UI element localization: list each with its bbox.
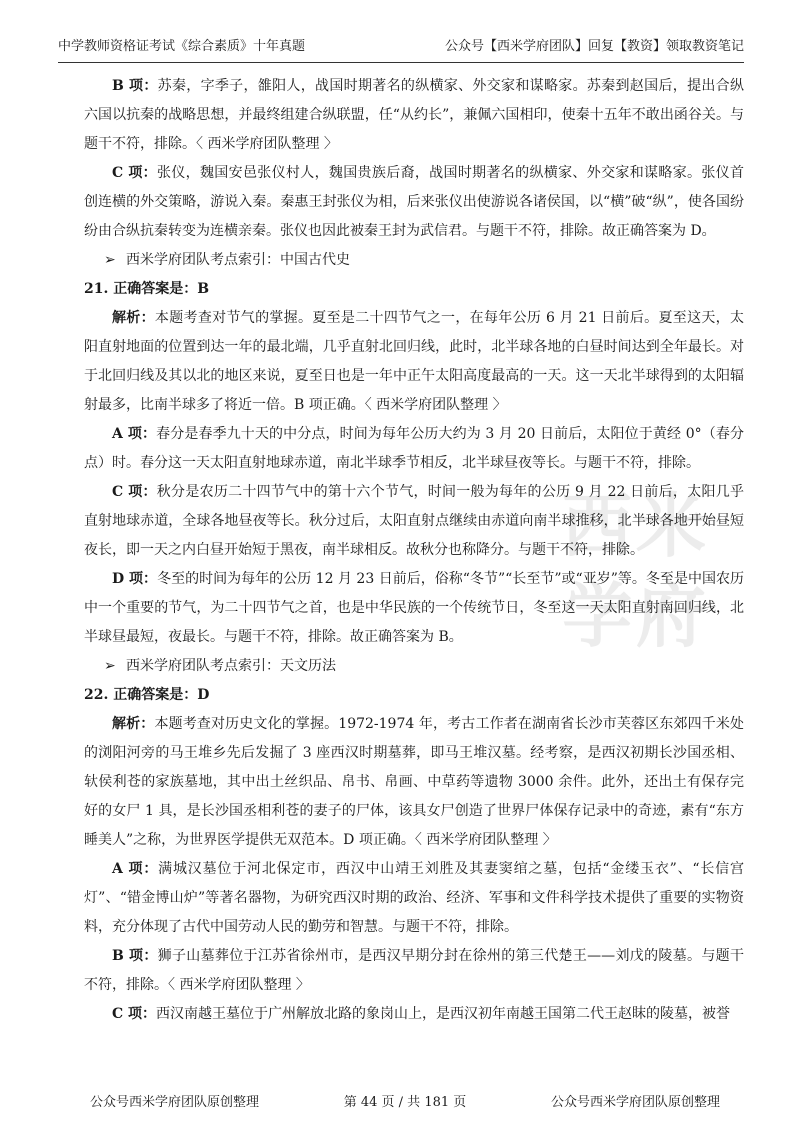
arrow-bullet-icon: ➢ [104,658,116,674]
q21-analysis [84,304,744,420]
option-label: C 项： [112,165,157,181]
option-text: 张仪，魏国安邑张仪村人，魏国贵族后裔，战国时期著名的纵横家、外交家和谋略家。张仪首创连横的外交策略，游说入秦。秦惠王封张仪为相，后来张仪出使游说各诸侯国，以“横”破“纵”，使各国纷纷由合纵抗秦转变为连横亲秦。张仪也因此被秦王封为武信君。与题干不符，排除。故正确答案为 D。 [84,165,744,239]
option-text: 冬至的时间为每年的公历 12 月 23 日前后，俗称“冬节”“长至节”或“亚岁”等。冬至是中国农历中一个重要的节气，为二十四节气之首，也是中华民族的一个传统节日，冬至这一天太阳直射南回归线，北半球昼最短，夜最长。与题干不符，排除。故正确答案为 B。 [84,571,745,645]
page-footer [90,1092,720,1114]
option-text: 狮子山墓葬位于江苏省徐州市，是西汉早期分封在徐州的第三代楚王——刘戊的陵墓。与题干不符，排除。〈 西米学府团队整理 〉 [84,948,744,993]
option-label: C 项： [112,484,157,500]
page-number: 第 44 页 / 共 181 页 [343,1095,467,1110]
option-label: B 项： [112,78,158,94]
option-label: C 项： [112,1006,157,1022]
q21-topic-index [84,652,744,681]
svg-text:学: 学 [562,575,632,657]
option-text: 苏秦，字季子，雒阳人，战国时期著名的纵横家、外交家和谋略家。苏秦到赵国后，提出合纵六国以抗秦的战略思想，并最终组建合纵联盟，任“从约长”，兼佩六国相印，使秦十五年不敢出函谷关。与题干不符，排除。〈 西米学府团队整理 〉 [84,78,744,152]
option-label: D 项： [112,571,158,587]
page-content [84,72,744,1029]
topic-index-text: 西米学府团队考点索引：中国古代史 [126,252,350,268]
option-label: A 项： [112,861,159,877]
q21-option-c [84,478,744,565]
header-book-title: 中学教师资格证考试《综合素质》十年真题 [58,39,306,54]
footer-right-credit: 公众号西米学府团队原创整理 [550,1095,720,1110]
q21-option-d [84,565,744,652]
q21-option-a [84,420,744,478]
arrow-bullet-icon: ➢ [104,252,116,268]
q22-analysis [84,710,744,855]
q20-option-b [84,72,744,159]
option-text: 秋分是农历二十四节气中的第十六个节气，时间一般为每年的公历 9 月 22 日前后，太阳几乎直射地球赤道，全球各地昼夜等长。秋分过后，太阳直射点继续由赤道向南半球推移，北半球各地开始昼短夜长，即一天之内白昼开始短于黑夜，南半球相反。故秋分也称降分。与题干不符，排除。 [84,484,744,558]
analysis-label: 解析： [112,310,155,326]
option-text: 西汉南越王墓位于广州解放北路的象岗山上，是西汉初年南越王国第二代王赵眜的陵墓，被誉 [156,1006,731,1022]
q22-option-a [84,855,744,942]
footer-left-credit: 公众号西米学府团队原创整理 [90,1095,260,1110]
option-text: 春分是春季九十天的中分点，时间为每年公历大约为 3 月 20 日前后，太阳位于黄经 0°（春分点）时。春分这一天太阳直射地球赤道，南北半球季节相反，北半球昼夜等长。与题干不符，排除。 [84,426,744,471]
q20-option-c [84,159,744,246]
q21-answer-title: 21. 正确答案是：B [84,281,210,297]
analysis-text: 本题考查对历史文化的掌握。1972-1974 年，考古工作者在湖南省长沙市芙蓉区东郊四千米处的浏阳河旁的马王堆乡先后发掘了 3 座西汉时期墓葬，即马王堆汉墓。经考察，是西汉初期长沙国丞相、轪侯利苍的家族墓地，其中出土丝织品、帛书、帛画、中草药等遗物 3000 余件。此外，还出土有保存完好的女尸 1 具，是长沙国丞相利苍的妻子的尸体，该具女尸创造了世界尸体保存记录中的奇迹，素有“东方睡美人”之称，为世界医学提供无双范本。D 项正确。〈 西米学府团队整理 〉 [84,716,745,848]
q22-option-b [84,942,744,1000]
header-promo: 公众号【西米学府团队】回复【教资】领取教资笔记 [444,39,744,54]
q22-answer-title: 22. 正确答案是：D [84,687,210,703]
svg-text:米: 米 [636,485,706,567]
option-text: 满城汉墓位于河北保定市，西汉中山靖王刘胜及其妻窦绾之墓，包括“金缕玉衣”、“长信宫灯”、“错金博山炉”等著名器物，为研究西汉时期的政治、经济、军事和文件科学技术提供了重要的实物资料，充分体现了古代中国劳动人民的勤劳和智慧。与题干不符，排除。 [84,861,744,935]
analysis-text: 本题考查对节气的掌握。夏至是二十四节气之一，在每年公历 6 月 21 日前后。夏至这天，太阳直射地面的位置到达一年的最北端，几乎直射北回归线，此时，北半球各地的白昼时间达到全年最长。对于北回归线及其以北的地区来说，夏至日也是一年中正午太阳高度最高的一天。这一天北半球得到的太阳辐射最多，比南半球多了将近一倍。B 项正确。〈 西米学府团队整理 〉 [84,310,744,413]
svg-text:西: 西 [562,485,632,567]
analysis-label: 解析： [112,716,155,732]
topic-index-text: 西米学府团队考点索引：天文历法 [126,658,336,674]
page-header [58,32,744,63]
q22-option-c [84,1000,744,1029]
svg-text:府: 府 [636,575,706,657]
option-label: B 项： [112,948,158,964]
q20-topic-index [84,246,744,275]
option-label: A 项： [112,426,157,442]
